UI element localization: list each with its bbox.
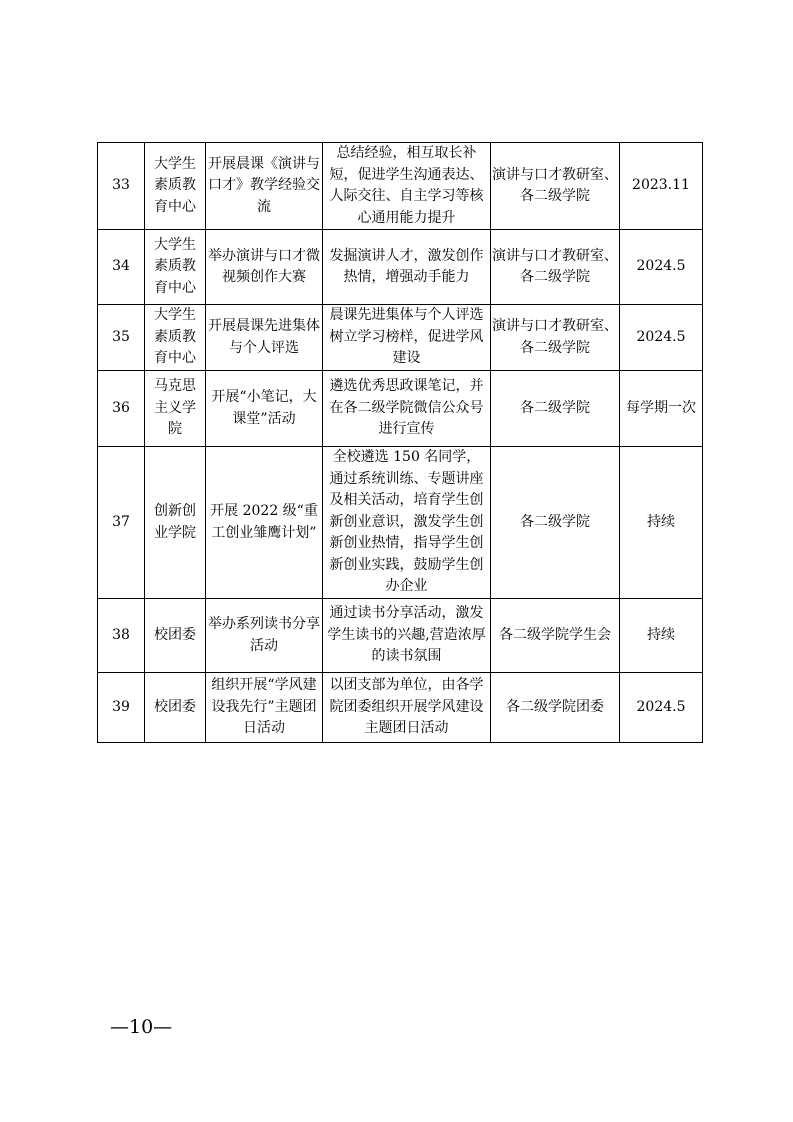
cell-responsible: 各二级学院 [491,447,620,599]
cell-row-number: 34 [98,230,145,305]
table-row [98,371,703,447]
cell-row-number: 37 [98,447,145,599]
cell-description: 遴选优秀思政课笔记，并在各二级学院微信公众号进行宣传 [323,371,491,447]
table-row [98,599,703,673]
cell-activity: 开展晨课《演讲与口才》教学经验交流 [206,143,323,230]
cell-department: 校团委 [145,673,206,743]
table-row [98,230,703,305]
cell-department: 马克思主义学院 [145,371,206,447]
cell-responsible: 各二级学院 [491,371,620,447]
cell-department: 大学生素质教育中心 [145,230,206,305]
table-row [98,305,703,371]
page-number: —10— [110,1016,173,1038]
activity-plan-table [97,142,703,743]
cell-row-number: 38 [98,599,145,673]
cell-row-number: 35 [98,305,145,371]
cell-activity: 开展“小笔记，大课堂”活动 [206,371,323,447]
cell-date: 2024.5 [620,230,703,305]
cell-description: 通过读书分享活动，激发学生读书的兴趣,营造浓厚的读书氛围 [323,599,491,673]
cell-date: 2023.11 [620,143,703,230]
cell-responsible: 各二级学院学生会 [491,599,620,673]
cell-activity: 开展晨课先进集体与个人评选 [206,305,323,371]
cell-department: 大学生素质教育中心 [145,305,206,371]
cell-description: 全校遴选 150 名同学，通过系统训练、专题讲座及相关活动，培育学生创新创业意识，激发学生创新创业热情，指导学生创新创业实践，鼓励学生创办企业 [323,447,491,599]
table-row [98,143,703,230]
cell-description: 发掘演讲人才，激发创作热情，增强动手能力 [323,230,491,305]
table-row [98,447,703,599]
cell-department: 大学生素质教育中心 [145,143,206,230]
cell-date: 2024.5 [620,305,703,371]
cell-responsible: 演讲与口才教研室、各二级学院 [491,305,620,371]
cell-date: 2024.5 [620,673,703,743]
cell-date: 每学期一次 [620,371,703,447]
cell-row-number: 33 [98,143,145,230]
cell-activity: 开展 2022 级“重工创业雏鹰计划” [206,447,323,599]
cell-activity: 举办演讲与口才微视频创作大赛 [206,230,323,305]
table-row [98,673,703,743]
cell-responsible: 演讲与口才教研室、各二级学院 [491,143,620,230]
cell-date: 持续 [620,599,703,673]
cell-row-number: 36 [98,371,145,447]
cell-activity: 举办系列读书分享活动 [206,599,323,673]
cell-responsible: 各二级学院团委 [491,673,620,743]
cell-row-number: 39 [98,673,145,743]
cell-description: 以团支部为单位，由各学院团委组织开展学风建设主题团日活动 [323,673,491,743]
cell-description: 总结经验，相互取长补短，促进学生沟通表达、人际交往、自主学习等核心通用能力提升 [323,143,491,230]
cell-description: 晨课先进集体与个人评选树立学习榜样，促进学风建设 [323,305,491,371]
cell-department: 创新创业学院 [145,447,206,599]
cell-activity: 组织开展“学风建设我先行”主题团日活动 [206,673,323,743]
cell-responsible: 演讲与口才教研室、各二级学院 [491,230,620,305]
cell-department: 校团委 [145,599,206,673]
cell-date: 持续 [620,447,703,599]
